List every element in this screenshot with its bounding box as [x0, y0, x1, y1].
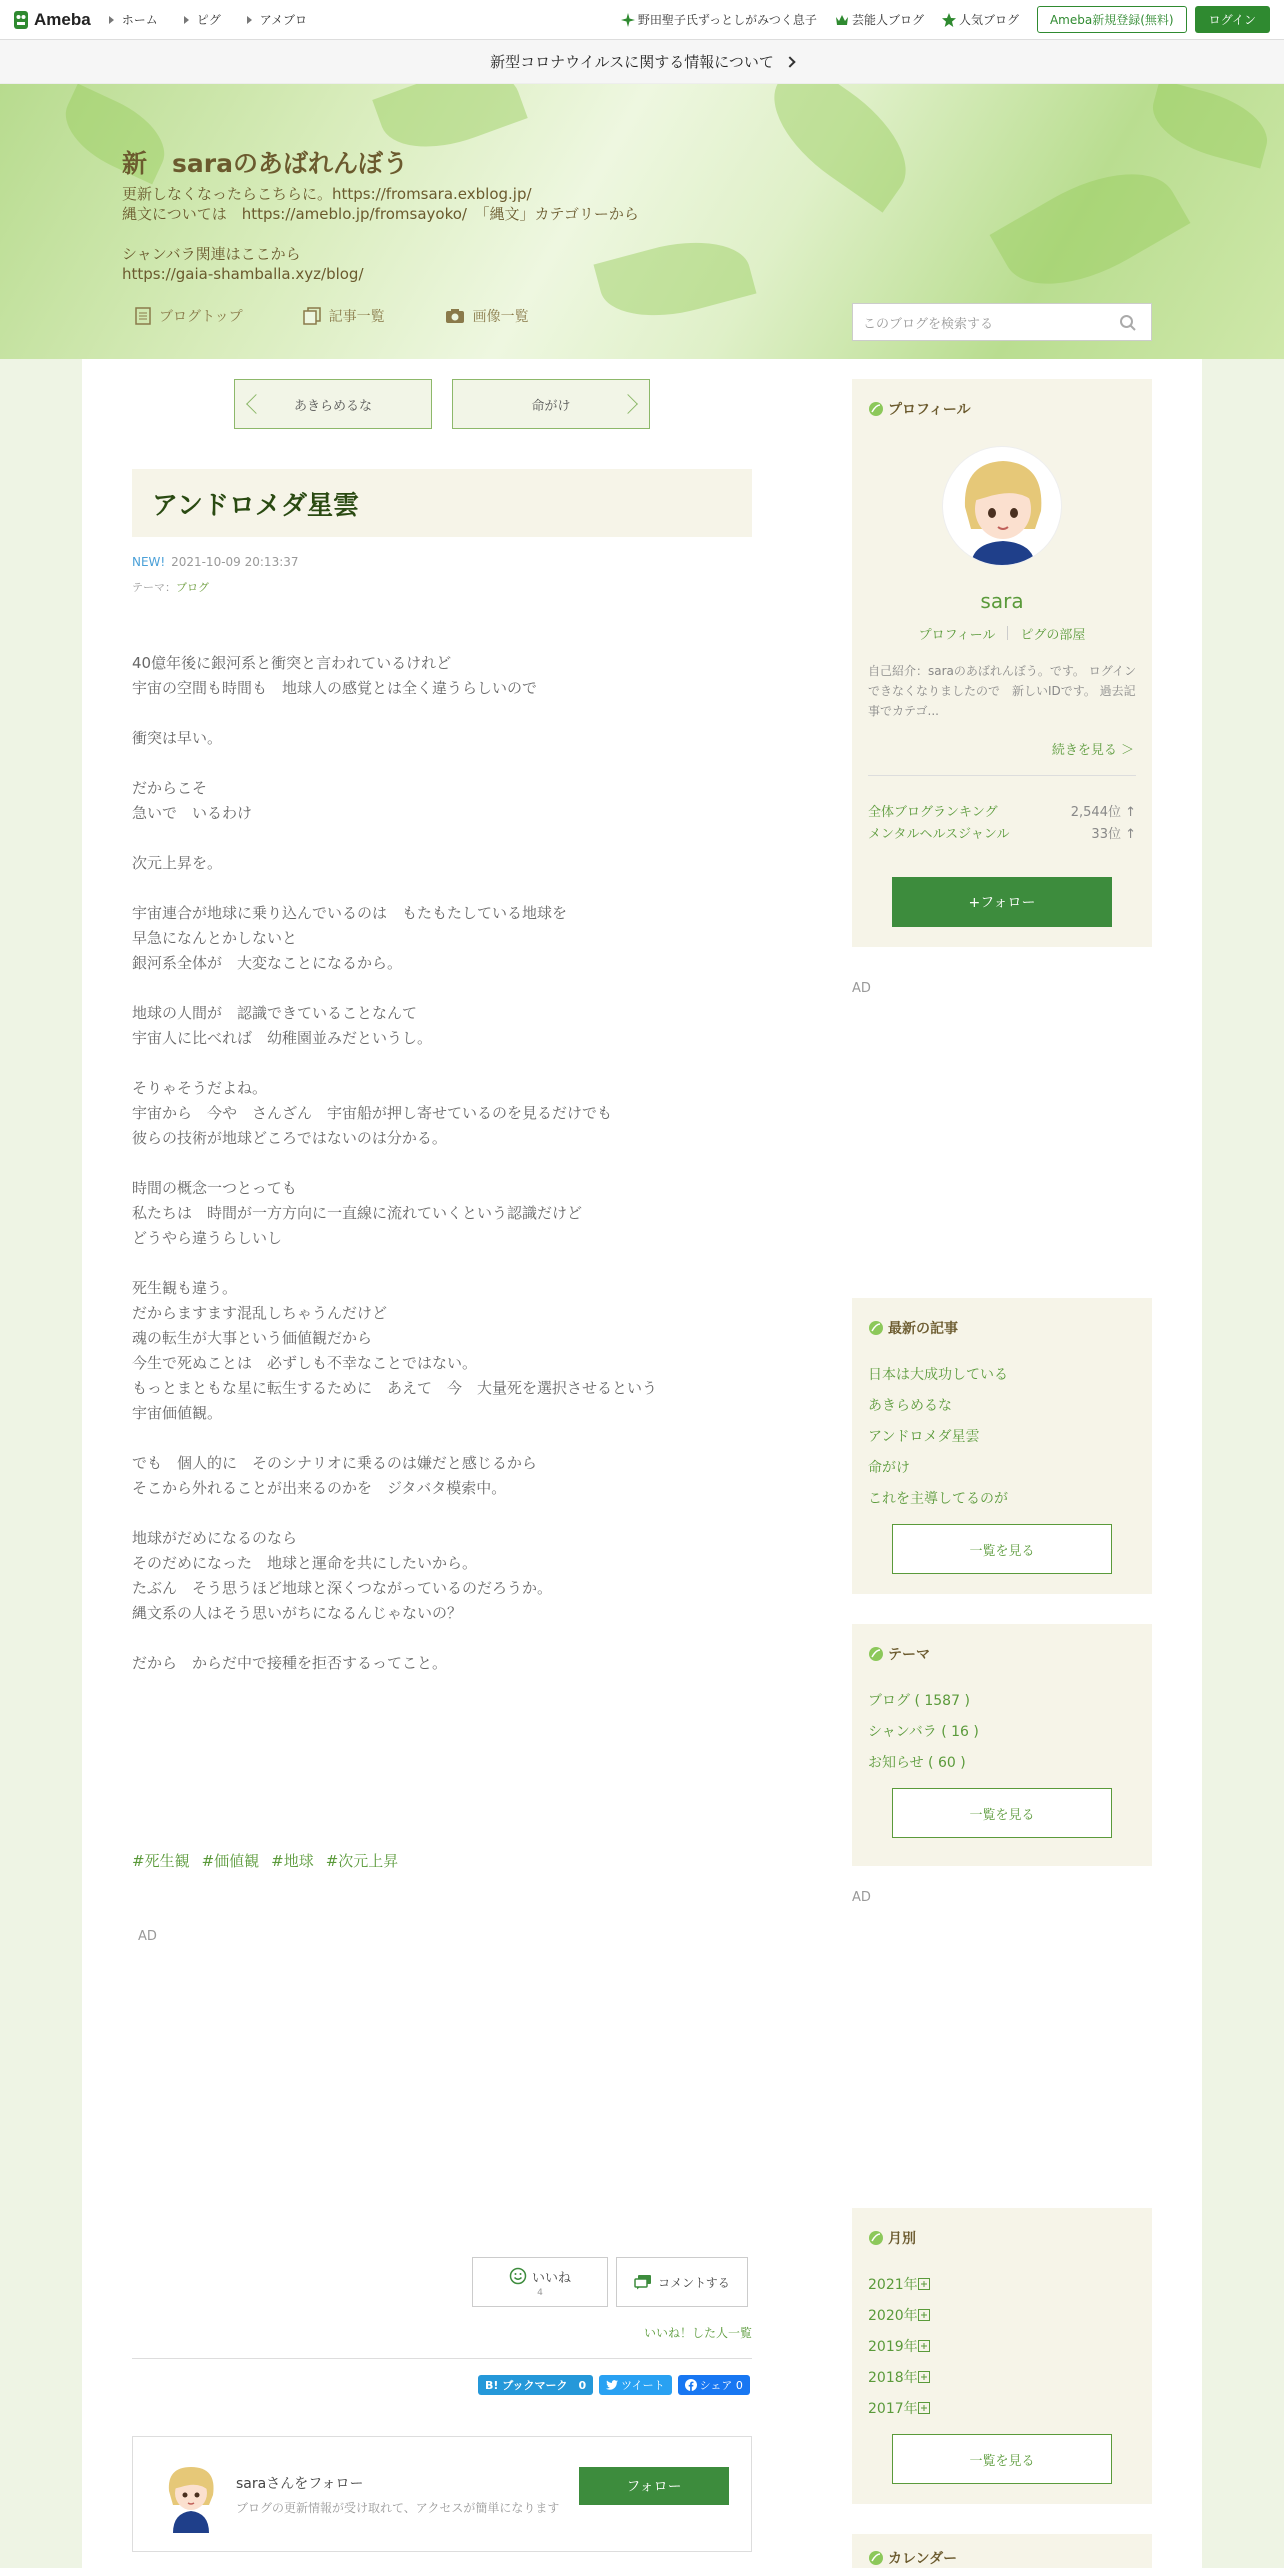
month-label: 2017年 [868, 2401, 918, 2417]
nav-ameblo[interactable] [247, 11, 307, 28]
theme-label: テーマ： [132, 581, 176, 594]
divider [132, 2358, 752, 2359]
latest-entry-link[interactable]: 命がけ [868, 1460, 910, 1476]
blog-search-input[interactable] [852, 303, 1152, 341]
theme-heading-text: テーマ [888, 1647, 930, 1663]
search-placeholder: このブログを検索する [863, 316, 994, 332]
comment-label: コメントする [658, 2275, 730, 2290]
hashtag[interactable]: #次元上昇 [325, 1852, 399, 1870]
sparkle-icon [621, 13, 635, 27]
profile-avatar[interactable] [942, 446, 1062, 566]
month-link[interactable] [868, 2305, 930, 2325]
prev-entry-label: あきらめるな [293, 398, 372, 414]
next-entry-button[interactable] [452, 379, 650, 429]
hashtag[interactable]: #地球 [271, 1852, 314, 1870]
avatar [943, 447, 1062, 566]
theme-link[interactable]: シャンバラ ( 16 ) [868, 1724, 979, 1740]
pigg-room-link[interactable]: ピグの部屋 [1020, 628, 1086, 643]
like-label: いいね [531, 2270, 571, 2286]
twitter-bird-icon [606, 2380, 618, 2390]
register-button[interactable]: Ameba新規登録(無料) [1037, 6, 1187, 33]
paragraph: 40億年後に銀河系と衝突と言われているけれど 宇宙の空間も時間も 地球人の感覚とは全く違うらしいので [132, 654, 538, 697]
ranking-value: 33位 ↑ [1091, 827, 1136, 842]
image-list-link[interactable] [445, 306, 529, 326]
next-entry-label: 命がけ [531, 398, 571, 414]
ad-label: AD [138, 1929, 157, 1944]
theme-widget [852, 1624, 1152, 1866]
ranking-genre[interactable] [868, 823, 1136, 842]
nav-home[interactable] [109, 11, 158, 28]
search-icon[interactable] [1119, 314, 1137, 332]
camera-icon [445, 308, 465, 324]
facebook-share-button[interactable] [678, 2375, 750, 2395]
expand-plus-icon[interactable] [918, 2340, 930, 2352]
blog-desc-line: https://gaia-shamballa.xyz/blog/ [122, 265, 364, 283]
facebook-share-label: シェア 0 [699, 2379, 743, 2392]
article-theme [132, 579, 209, 595]
calendar-widget [852, 2534, 1152, 2568]
blog-desc-line: 縄文については https://ameblo.jp/fromsayoko/ 「縄文」カテゴリーから [122, 205, 639, 223]
paragraph: でも 個人的に そのシナリオに乗るのは嫌だと感じるから そこから外れることが出来るのかを ジタバタ模索中。 [132, 1454, 537, 1497]
paragraph: 死生観も違う。 だからますます混乱しちゃうんだけど 魂の転生が大事という価値観だから 今生で死ぬことは 必ずしも不幸なことではない。 もっとまともな星に転生するために あえて 今 大量死を選択させるという 宇宙価値観。 [132, 1279, 658, 1422]
month-label: 2020年 [868, 2308, 918, 2324]
blog-top-link[interactable] [135, 306, 243, 326]
profile-heading [868, 399, 971, 419]
hashtag-list [132, 1850, 410, 1871]
header-right [621, 6, 1284, 33]
chevron-right-icon [618, 394, 638, 414]
expand-plus-icon[interactable] [918, 2309, 930, 2321]
hashtag[interactable]: #価値観 [201, 1852, 260, 1870]
leaf-decoration [752, 84, 929, 213]
chevron-right-icon [784, 56, 795, 67]
star-icon [942, 13, 956, 27]
profile-intro: 自己紹介：saraのあばれんぼう。です。 ログインできなくなりましたので 新しいIDです。 過去記事でカテゴ... [868, 664, 1137, 718]
crown-icon [835, 14, 849, 26]
expand-plus-icon[interactable] [918, 2278, 930, 2290]
month-link[interactable] [868, 2367, 930, 2387]
popular-blog-link[interactable] [942, 11, 1019, 28]
tweet-button[interactable] [599, 2375, 671, 2395]
celebrity-blog-label: 芸能人ブログ [851, 13, 924, 27]
prev-entry-button[interactable] [234, 379, 432, 429]
blog-nav [135, 306, 589, 326]
theme-heading [868, 1644, 930, 1664]
notice-text: 新型コロナウイルスに関する情報について [490, 53, 774, 71]
ad-label: AD [852, 981, 871, 996]
read-more-link[interactable]: 続きを見る ＞ [1051, 743, 1134, 758]
month-label: 2018年 [868, 2370, 918, 2386]
paragraph: 時間の概念一つとっても 私たちは 時間が一方方向に一直線に流れていくという認識だけど どうやら違うらしいし [132, 1179, 583, 1247]
copy-icon [303, 307, 321, 325]
monthly-heading-text: 月別 [888, 2231, 916, 2247]
trending-link[interactable] [621, 11, 817, 28]
profile-heading-text: プロフィール [888, 402, 971, 418]
month-link[interactable] [868, 2274, 930, 2294]
calendar-heading-text: カレンダー [888, 2551, 958, 2567]
latest-heading-text: 最新の記事 [888, 1321, 958, 1337]
leaf-icon [868, 401, 884, 417]
latest-entry-link[interactable]: これを主導してるのが [868, 1491, 1008, 1507]
latest-entry-link[interactable]: 日本は大成功している [868, 1367, 1008, 1383]
comment-icon [634, 2274, 652, 2290]
hashtag[interactable]: #死生観 [132, 1852, 190, 1870]
paragraph: 地球の人間が 認識できていることなんて 宇宙人に比べれば 幼稚園並みだというし。 [132, 1004, 433, 1047]
trending-label: 野田聖子氏ずっとしがみつく息子 [637, 13, 817, 27]
leaf-decoration [990, 145, 1191, 313]
blog-header [0, 84, 1284, 359]
like-count: 4 [537, 2287, 543, 2298]
avatar[interactable] [159, 2461, 223, 2533]
nav-pigg-label: ピグ [196, 13, 221, 27]
paragraph: だからこそ 急いで いるわけ [132, 779, 253, 822]
month-label: 2019年 [868, 2339, 918, 2355]
entry-list-label: 記事一覧 [328, 309, 385, 325]
monthly-see-all-button[interactable]: 一覧を見る [892, 2434, 1112, 2484]
ranking-label: 全体ブログランキング [868, 805, 998, 820]
ranking-label: メンタルヘルスジャンル [868, 827, 1010, 842]
profile-links [852, 624, 1152, 643]
month-label: 2021年 [868, 2277, 918, 2293]
leaf-icon [868, 2550, 884, 2566]
separator [1007, 626, 1008, 640]
expand-plus-icon[interactable] [918, 2402, 930, 2414]
paragraph: だから からだ中で接種を拒否するってこと。 [132, 1654, 448, 1672]
article-date [132, 555, 299, 569]
theme-link[interactable]: ブログ ( 1587 ) [868, 1693, 970, 1709]
ameba-mark-icon [12, 8, 30, 32]
divider [868, 775, 1136, 776]
profile-link[interactable]: プロフィール [918, 628, 996, 643]
month-link[interactable] [868, 2398, 930, 2418]
nav-pigg[interactable] [184, 11, 221, 28]
like-button[interactable] [472, 2257, 608, 2307]
blog-top-label: ブログトップ [159, 309, 243, 325]
comment-button[interactable] [616, 2257, 748, 2307]
nav-home-label: ホーム [121, 13, 158, 27]
paragraph: 地球がだめになるのなら そのだめになった 地球と運命を共にしたいから。 たぶん そう思うほど地球と深くつながっているのだろうか。 縄文系の人はそう思いがちになるんじゃないの？ [132, 1529, 553, 1622]
ameba-logo[interactable] [12, 8, 91, 32]
global-header [0, 0, 1284, 40]
document-icon [135, 307, 151, 325]
global-nav [109, 11, 333, 28]
article-body [132, 651, 752, 1701]
latest-entries-widget [852, 1298, 1152, 1594]
entry-list-link[interactable] [303, 306, 385, 326]
latest-entry-link[interactable]: アンドロメダ星雲 [868, 1429, 980, 1445]
celebrity-blog-link[interactable] [835, 11, 924, 28]
blog-desc-line [122, 224, 639, 244]
follow-button[interactable]: フォロー [579, 2467, 729, 2505]
triangle-icon [247, 16, 252, 24]
covid-notice-link[interactable] [0, 40, 1284, 84]
paragraph: 次元上昇を。 [132, 854, 223, 872]
likers-link[interactable]: いいね！した人一覧 [643, 2326, 752, 2340]
ad-label: AD [852, 1890, 871, 1905]
chevron-left-icon [246, 394, 266, 414]
calendar-heading [868, 2548, 957, 2568]
blog-desc-line: 更新しなくなったらこちらに。https://fromsara.exblog.jp/ [122, 185, 532, 203]
follow-description: ブログの更新情報が受け取れて、アクセスが簡単になります [236, 2501, 560, 2515]
expand-plus-icon[interactable] [918, 2371, 930, 2383]
ranking-value: 2,544位 ↑ [1070, 805, 1136, 820]
article-title-box [132, 469, 752, 537]
smile-icon [509, 2267, 527, 2285]
theme-link[interactable]: ブログ [176, 581, 209, 594]
theme-link[interactable]: お知らせ ( 60 ) [868, 1755, 966, 1771]
paragraph: 衝突は早い。 [132, 729, 223, 747]
share-buttons [472, 2375, 750, 2395]
leaf-decoration [1144, 84, 1275, 169]
popular-blog-label: 人気ブログ [958, 13, 1019, 27]
login-button[interactable]: ログイン [1195, 6, 1270, 33]
article-pager [234, 379, 670, 429]
blog-title[interactable]: 新 saraのあばれんぼう [122, 149, 408, 178]
theme-see-all-button[interactable]: 一覧を見る [892, 1788, 1112, 1838]
monthly-heading [868, 2228, 916, 2248]
paragraph: そりゃそうだよね。 宇宙から 今や さんざん 宇宙船が押し寄せているのを見るだけでも 彼らの技術が地球どころではないのは分かる。 [132, 1079, 613, 1147]
leaf-icon [868, 2230, 884, 2246]
latest-entry-link[interactable]: あきらめるな [868, 1398, 952, 1414]
blog-description [122, 184, 639, 284]
follow-name: saraさんをフォロー [236, 2476, 364, 2492]
profile-name[interactable]: sara [980, 589, 1024, 613]
month-link[interactable] [868, 2336, 930, 2356]
image-list-label: 画像一覧 [472, 309, 529, 325]
profile-follow-button[interactable]: +フォロー [892, 877, 1112, 927]
ameba-logo-text: Ameba [34, 9, 91, 29]
follow-box [132, 2436, 752, 2552]
tweet-label: ツイート [621, 2379, 665, 2392]
date-text: 2021-10-09 20:13:37 [171, 555, 299, 569]
triangle-icon [109, 16, 114, 24]
facebook-icon [685, 2379, 697, 2391]
blog-desc-line: シャンバラ関連はここから [122, 245, 301, 263]
triangle-icon [184, 16, 189, 24]
leaf-icon [868, 1646, 884, 1662]
profile-widget [852, 379, 1152, 947]
article-title[interactable]: アンドロメダ星雲 [152, 490, 359, 521]
ranking-overall[interactable] [868, 801, 1136, 820]
paragraph: 宇宙連合が地球に乗り込んでいるのは もたもたしている地球を 早急になんとかしないと 銀河系全体が 大変なことになるから。 [132, 904, 568, 972]
hatena-bookmark-button[interactable]: B! ブックマーク 0 [478, 2375, 593, 2395]
monthly-widget [852, 2208, 1152, 2504]
leaf-icon [868, 1320, 884, 1336]
latest-see-all-button[interactable]: 一覧を見る [892, 1524, 1112, 1574]
nav-ameblo-label: アメブロ [259, 13, 307, 27]
new-badge: NEW! [132, 555, 166, 569]
latest-heading [868, 1318, 958, 1338]
